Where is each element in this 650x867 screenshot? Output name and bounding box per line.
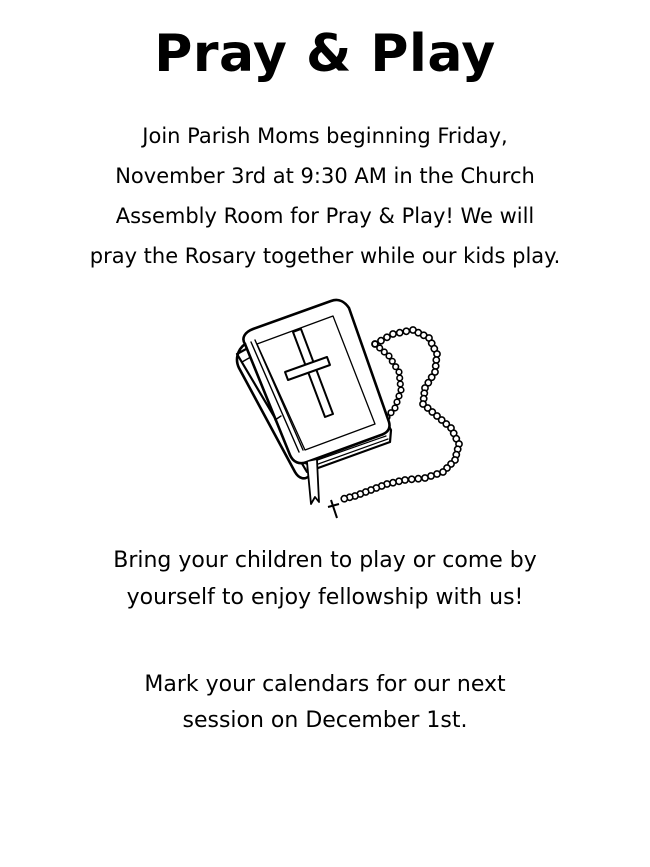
rosary-bead (415, 476, 421, 482)
rosary-bead (341, 496, 347, 502)
intro-line: November 3rd at 9:30 AM in the Church (115, 164, 535, 188)
rosary-bead (396, 369, 402, 375)
bible-icon (237, 300, 391, 504)
rosary-bead (390, 480, 396, 486)
rosary-bead (422, 475, 428, 481)
rosary-bead (402, 477, 408, 483)
rosary-bead (390, 331, 396, 337)
rosary-bead (390, 359, 396, 365)
rosary-bead (394, 399, 400, 405)
reminder-paragraph (40, 667, 610, 739)
intro-paragraph (40, 116, 610, 276)
rosary-bead (397, 330, 403, 336)
flyer-title: Pray & Play (154, 24, 496, 84)
intro-line: Assembly Room for Pray & Play! We will (115, 204, 535, 228)
intro-line: Join Parish Moms beginning Friday, (142, 124, 508, 148)
reminder-line: Mark your calendars for our next (144, 672, 506, 697)
intro-line: pray the Rosary together while our kids play. (89, 244, 561, 268)
rosary-bead (384, 334, 390, 340)
invite-line: yourself to enjoy fellowship with us! (126, 585, 524, 610)
rosary-bead (396, 478, 402, 484)
invite-paragraph (40, 542, 610, 616)
rosary-bead (403, 328, 409, 334)
rosary-bead (409, 476, 415, 482)
rosary-bead (378, 338, 384, 344)
reminder-line: session on December 1st. (182, 708, 468, 733)
rosary-bead (396, 393, 402, 399)
bible-rosary-illustration (215, 292, 485, 524)
rosary-bead (397, 375, 403, 381)
rosary-bead (398, 387, 404, 393)
invite-line: Bring your children to play or come by (113, 548, 537, 573)
rosary-bead (398, 381, 404, 387)
